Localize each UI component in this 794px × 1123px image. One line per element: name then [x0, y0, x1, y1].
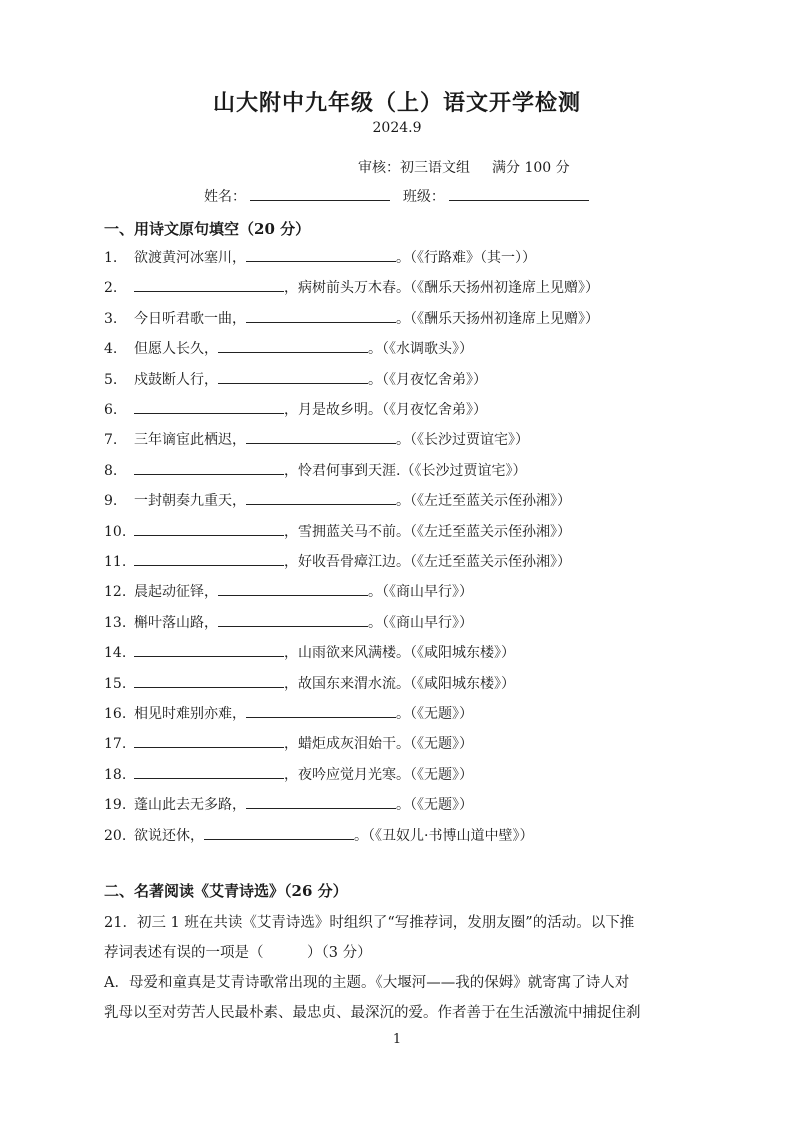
- fill-in-question: [104, 489, 571, 511]
- question-suffix: 。（《水调歌头》）: [368, 341, 473, 358]
- fill-in-question: [104, 672, 515, 694]
- question-suffix: 。（《长沙过贾谊宅》）: [396, 432, 529, 449]
- name-blank[interactable]: [250, 186, 390, 201]
- fill-in-question: [104, 398, 487, 420]
- answer-blank[interactable]: [246, 307, 396, 323]
- answer-blank[interactable]: [134, 276, 284, 292]
- question-suffix: 。（《商山早行》）: [368, 614, 473, 631]
- question-suffix: ，雪拥蓝关马不前。（《左迁至蓝关示侄孙湘》）: [284, 523, 571, 540]
- answer-blank[interactable]: [246, 702, 396, 718]
- full-score: 满分 100 分: [492, 160, 570, 176]
- review-line: [358, 157, 592, 177]
- answer-blank[interactable]: [218, 337, 368, 353]
- question-suffix: ，故国东来渭水流。（《咸阳城东楼》）: [284, 675, 515, 692]
- answer-blank[interactable]: [246, 246, 396, 262]
- question-number: 11.: [104, 554, 127, 570]
- question-21-line-1: 21．初三 1 班在共读《艾青诗选》时组织了“写推荐词，发朋友圈”的活动。以下推: [104, 915, 635, 931]
- fill-in-question: [104, 459, 526, 481]
- fill-in-question: [104, 550, 571, 572]
- question-number: 6.: [104, 402, 118, 418]
- question-number: 16.: [104, 706, 127, 722]
- question-prompt: 戍鼓断人行，: [134, 371, 218, 388]
- question-suffix: 。（《丑奴儿·书博山道中壁》）: [354, 827, 534, 844]
- answer-blank[interactable]: [134, 763, 284, 779]
- question-suffix: 。（《月夜忆舍弟》）: [368, 371, 487, 388]
- name-label: 姓名：: [204, 189, 246, 205]
- question-prompt: 但愿人长久，: [134, 341, 218, 358]
- question-suffix: ，山雨欲来风满楼。（《咸阳城东楼》）: [284, 645, 515, 662]
- question-prompt: 三年谪宦此栖迟，: [134, 432, 246, 449]
- question-prompt: 今日听君歌一曲，: [134, 310, 246, 327]
- fill-in-question: [104, 307, 599, 329]
- option-a-line-2: 乳母以至对劳苦人民最朴素、最忠贞、最深沉的爱。作者善于在生活激流中捕捉住刹: [104, 1005, 641, 1021]
- fill-in-question: [104, 824, 533, 846]
- fill-in-question: [104, 276, 599, 298]
- question-prompt: 晨起动征铎，: [134, 584, 218, 601]
- answer-blank[interactable]: [204, 824, 354, 840]
- fill-in-question: [104, 641, 515, 663]
- question-number: 18.: [104, 766, 127, 783]
- question-suffix: 。（《商山早行》）: [368, 584, 473, 601]
- option-a-line-1: A．母爱和童真是艾青诗歌常出现的主题。《大堰河——我的保姆》就寄寓了诗人对: [104, 975, 630, 991]
- fill-in-question: [104, 793, 473, 815]
- name-class-line: [204, 186, 589, 206]
- question-21-line-2: 荐词表述有误的一项是（ ）（3 分）: [104, 945, 372, 961]
- fill-in-question: [104, 702, 473, 724]
- question-suffix: ，病树前头万木春。（《酬乐天扬州初逢席上见赠》）: [284, 280, 599, 297]
- question-number: 19.: [104, 797, 127, 814]
- question-suffix: ，夜吟应觉月光寒。（《无题》）: [284, 766, 473, 783]
- answer-blank[interactable]: [134, 732, 284, 748]
- question-suffix: 。（《无题》）: [396, 797, 473, 814]
- question-number: 14.: [104, 645, 127, 662]
- question-prompt: 槲叶落山路，: [134, 614, 218, 631]
- answer-blank[interactable]: [134, 459, 284, 475]
- answer-blank[interactable]: [134, 398, 284, 414]
- page-number: 1: [392, 1032, 402, 1047]
- exam-date: 2024.9: [372, 120, 422, 136]
- class-label: 班级：: [402, 189, 445, 205]
- question-number: 2.: [104, 280, 118, 297]
- question-suffix: 。（《行路难》（其一））: [396, 250, 536, 266]
- question-suffix: ，蜡炬成灰泪始干。（《无题》）: [284, 736, 473, 753]
- question-21: [104, 908, 700, 1028]
- fill-in-question: [104, 763, 473, 785]
- answer-blank[interactable]: [134, 520, 284, 536]
- question-number: 3.: [104, 310, 118, 327]
- question-number: 12.: [104, 584, 127, 601]
- fill-in-question: [104, 520, 571, 542]
- question-prompt: 欲渡黄河冰塞川，: [134, 250, 246, 266]
- answer-blank[interactable]: [218, 611, 368, 627]
- question-prompt: 欲说还休，: [134, 827, 204, 844]
- question-number: 10.: [104, 523, 127, 540]
- question-number: 5.: [104, 371, 118, 388]
- exam-title: 山大附中九年级（上）语文开学检测: [212, 90, 581, 116]
- fill-in-question: [104, 732, 473, 754]
- reviewer: 审核：初三语文组: [358, 160, 470, 176]
- question-suffix: ，好收吾骨瘴江边。（《左迁至蓝关示侄孙湘》）: [284, 554, 571, 570]
- question-number: 9.: [104, 493, 118, 510]
- question-number: 15.: [104, 675, 127, 692]
- answer-blank[interactable]: [246, 793, 396, 809]
- answer-blank[interactable]: [134, 641, 284, 657]
- answer-blank[interactable]: [218, 368, 368, 384]
- question-prompt: 一封朝奏九重天，: [134, 493, 246, 510]
- answer-blank[interactable]: [134, 672, 284, 688]
- fill-in-question: [104, 611, 473, 633]
- question-suffix: ，月是故乡明。（《月夜忆舍弟》）: [284, 402, 487, 418]
- question-suffix: 。（《酬乐天扬州初逢席上见赠》）: [396, 310, 599, 327]
- question-suffix: ，怜君何事到天涯.（《长沙过贾谊宅》）: [284, 462, 527, 479]
- question-prompt: 相见时难别亦难，: [134, 706, 246, 722]
- fill-in-question: [104, 368, 487, 390]
- fill-in-question: [104, 580, 473, 602]
- answer-blank[interactable]: [246, 489, 396, 505]
- question-prompt: 蓬山此去无多路，: [134, 797, 246, 814]
- answer-blank[interactable]: [218, 580, 368, 596]
- fill-in-question: [104, 337, 473, 359]
- question-number: 7.: [104, 432, 118, 449]
- question-suffix: 。（《无题》）: [396, 706, 473, 722]
- question-number: 1.: [104, 250, 118, 266]
- question-number: 17.: [104, 736, 127, 753]
- question-number: 8.: [104, 462, 118, 479]
- question-suffix: 。（《左迁至蓝关示侄孙湘》）: [396, 493, 571, 510]
- fill-in-question: [104, 428, 529, 450]
- question-number: 20.: [104, 827, 127, 844]
- question-number: 4.: [104, 341, 118, 358]
- answer-blank[interactable]: [134, 550, 284, 566]
- fill-in-question: [104, 246, 536, 268]
- section-1-heading: 一、用诗文原句填空（20 分）: [104, 220, 311, 238]
- class-blank[interactable]: [449, 186, 589, 201]
- question-number: 13.: [104, 614, 127, 631]
- answer-blank[interactable]: [246, 428, 396, 444]
- section-2-heading: 二、名著阅读《艾青诗选》（26 分）: [104, 882, 348, 900]
